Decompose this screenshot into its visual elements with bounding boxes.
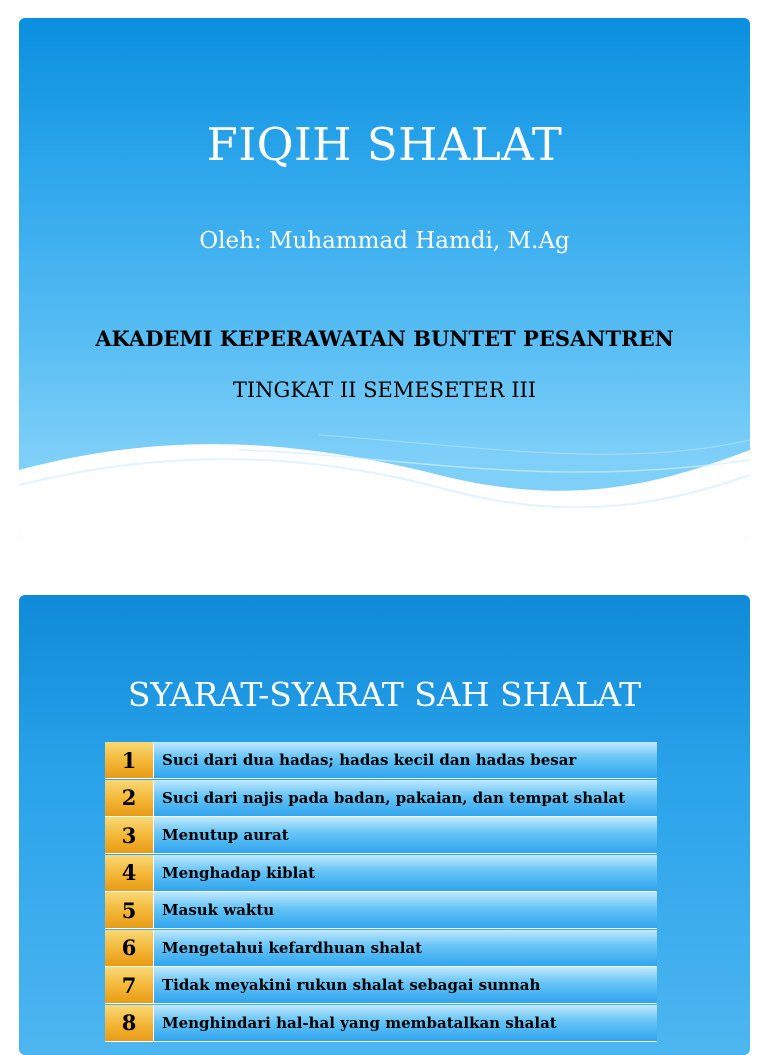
- row-number: 7: [105, 967, 154, 1003]
- table-row: [105, 742, 657, 779]
- row-number: 4: [105, 855, 154, 891]
- wave-decoration: [19, 430, 750, 540]
- level-text: TINGKAT II SEMESETER III: [232, 378, 537, 402]
- table-row: [105, 780, 657, 817]
- row-text: Suci dari dua hadas; hadas kecil dan hadas besar: [154, 742, 657, 778]
- requirements-table: [105, 742, 657, 1042]
- row-number: 8: [105, 1005, 154, 1041]
- institution-name: AKADEMI KEPERAWATAN BUNTET PESANTREN: [95, 326, 674, 351]
- author-line: Oleh: Muhammad Hamdi, M.Ag: [199, 228, 570, 254]
- row-text: Masuk waktu: [154, 892, 657, 928]
- title-slide: [19, 18, 750, 540]
- table-row: [105, 855, 657, 892]
- row-text: Tidak meyakini rukun shalat sebagai sunnah: [154, 967, 657, 1003]
- table-row: [105, 967, 657, 1004]
- row-text: Suci dari najis pada badan, pakaian, dan tempat shalat: [154, 780, 657, 816]
- table-row: [105, 930, 657, 967]
- slide-title: SYARAT-SYARAT SAH SHALAT: [127, 675, 642, 714]
- row-number: 3: [105, 817, 154, 853]
- row-number: 6: [105, 930, 154, 966]
- row-text: Menutup aurat: [154, 817, 657, 853]
- slide-title: FIQIH SHALAT: [206, 118, 563, 171]
- table-row: [105, 817, 657, 854]
- requirements-slide: [19, 595, 750, 1055]
- row-text: Menghadap kiblat: [154, 855, 657, 891]
- row-number: 2: [105, 780, 154, 816]
- table-row: [105, 1005, 657, 1042]
- row-number: 5: [105, 892, 154, 928]
- row-text: Menghindari hal-hal yang membatalkan shalat: [154, 1005, 657, 1041]
- row-number: 1: [105, 742, 154, 778]
- table-row: [105, 892, 657, 929]
- row-text: Mengetahui kefardhuan shalat: [154, 930, 657, 966]
